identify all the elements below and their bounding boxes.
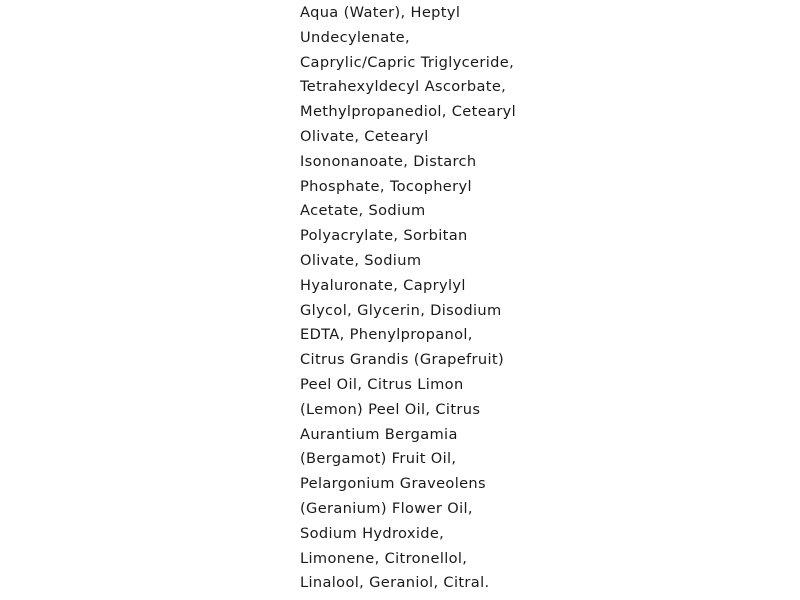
ingredients-line: Aurantium Bergamia xyxy=(300,425,458,443)
ingredients-line: Pelargonium Graveolens xyxy=(300,475,486,493)
ingredients-line: EDTA, Phenylpropanol, xyxy=(300,326,473,344)
ingredients-line: Olivate, Sodium xyxy=(300,251,422,269)
ingredients-line: Methylpropanediol, Cetearyl xyxy=(300,103,517,121)
ingredients-line: (Bergamot) Fruit Oil, xyxy=(300,450,457,468)
ingredients-line: Aqua (Water), Heptyl xyxy=(300,4,461,21)
ingredients-line: Linalool, Geraniol, Citral. xyxy=(300,574,490,592)
ingredients-line: Limonene, Citronellol, xyxy=(300,549,468,567)
ingredients-line: Isononanoate, Distarch xyxy=(300,152,477,170)
ingredients-line: Sodium Hydroxide, xyxy=(300,524,445,542)
ingredients-line: Tetrahexyldecyl Ascorbate, xyxy=(300,78,507,96)
ingredients-line: Olivate, Cetearyl xyxy=(300,127,429,145)
ingredients-line: Caprylic/Capric Triglyceride, xyxy=(300,53,515,71)
ingredients-line: Citrus Grandis (Grapefruit) xyxy=(300,351,505,369)
ingredients-line: (Geranium) Flower Oil, xyxy=(300,499,473,517)
ingredients-line: Undecylenate, xyxy=(300,28,410,46)
ingredients-list xyxy=(300,1,530,596)
ingredients-line: Glycol, Glycerin, Disodium xyxy=(300,301,502,319)
ingredients-line: Peel Oil, Citrus Limon xyxy=(300,375,464,393)
ingredients-line: Phosphate, Tocopheryl xyxy=(300,177,472,195)
ingredients-line: Hyaluronate, Caprylyl xyxy=(300,276,466,294)
ingredients-line: Polyacrylate, Sorbitan xyxy=(300,227,468,245)
ingredients-line: (Lemon) Peel Oil, Citrus xyxy=(300,400,481,418)
ingredients-line: Acetate, Sodium xyxy=(300,202,426,220)
